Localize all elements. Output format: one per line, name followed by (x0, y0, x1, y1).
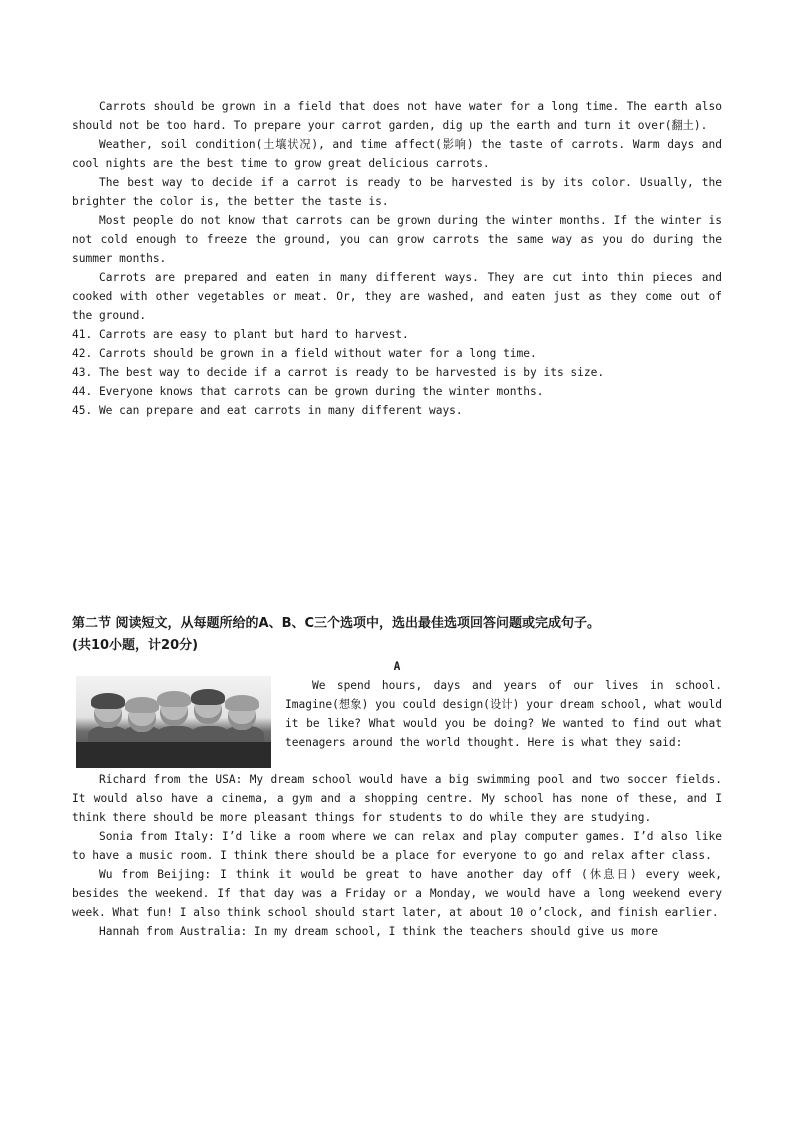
dream-school-paragraph-hannah: Hannah from Australia: In my dream school, I think the teachers should give us more (99, 925, 659, 938)
carrot-paragraph-1: Carrots should be grown in a field that does not have water for a long time. The earth also should not be too hard. To prepare your carrot garden, dig up the earth and turn it over(翻土). (72, 100, 722, 132)
carrot-paragraph-2: Weather, soil condition(土壤状况), and time affect(影响) the taste of carrots. Warm days and cool nights are the best time to grow great delicious carrots. (72, 138, 722, 170)
carrot-paragraph-4: Most people do not know that carrots can be grown during the winter months. If the winter is not cold enough to freeze the ground, you can grow carrots the same way as you do during the summer months. (72, 214, 722, 265)
grass (76, 742, 271, 768)
carrot-paragraph-3: The best way to decide if a carrot is ready to be harvested is by its color. Usually, the brighter the color is, the better the taste is. (72, 176, 722, 208)
carrot-paragraph-5: Carrots are prepared and eaten in many different ways. They are cut into thin pieces and cooked with other vegetables or meat. Or, they are washed, and eaten just as they come out of the ground. (72, 271, 722, 322)
dream-school-paragraph-richard: Richard from the USA: My dream school would have a big swimming pool and two soccer fields. It would also have a cinema, a gym and a shopping centre. My school has none of these, and I think there should be more pleasant things for students to do while they are studying. (72, 773, 722, 824)
question-45: 45. We can prepare and eat carrots in many different ways. (72, 404, 463, 417)
question-41: 41. Carrots are easy to plant but hard to harvest. (72, 328, 409, 341)
child-face (228, 700, 256, 730)
dream-school-paragraph-sonia: Sonia from Italy: I’d like a room where we can relax and play computer games. I’d also like to have a music room. I think there should be a place for everyone to go and relax after class. (72, 830, 722, 862)
child-face (160, 696, 188, 726)
child-face (94, 698, 122, 728)
question-43: 43. The best way to decide if a carrot is ready to be harvested is by its size. (72, 366, 605, 379)
dream-school-intro: We spend hours, days and years of our lives in school. Imagine(想象) you could design(设计) your dream school, what would it be like? What would you be doing? We wanted to find out what teenagers around the world thought. Here is what they said: (285, 679, 722, 749)
child-face (128, 702, 156, 732)
child-face (194, 694, 222, 724)
dream-school-paragraph-wu: Wu from Beijing: I think it would be great to have another day off (休息日) every week, besides the weekend. If that day was a Friday or a Monday, we would have a long weekend every week. What fun! I also think school should start later, at about 10 o’clock, and finish earlier. (72, 868, 722, 919)
blank-space (72, 420, 722, 613)
question-42: 42. Carrots should be grown in a field without water for a long time. (72, 347, 537, 360)
question-44: 44. Everyone knows that carrots can be grown during the winter months. (72, 385, 544, 398)
document-page (72, 97, 722, 941)
section-heading: 第二节 阅读短文，从每题所给的A、B、C三个选项中，选出最佳选项回答问题或完成句子。(共10小题，计20分) (72, 616, 601, 653)
passage-label: A (393, 660, 401, 673)
children-photo (76, 676, 271, 768)
